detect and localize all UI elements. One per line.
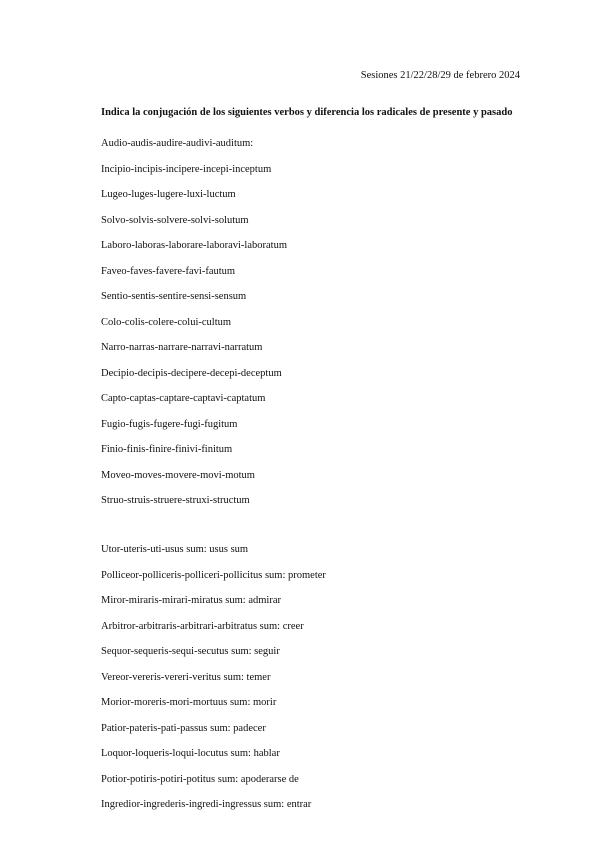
deponent-verb-list [101,544,326,825]
verb-item: Fugio-fugis-fugere-fugi-fugitum [101,418,238,430]
deponent-verb-item: Patior-pateris-pati-passus sum: padecer [101,722,266,734]
deponent-verb-item: Morior-moreris-mori-mortuus sum: morir [101,697,277,708]
verb-item: Narro-narras-narrare-narravi-narratum [101,342,263,353]
verb-item: Struo-struis-struere-struxi-structum [101,495,250,506]
deponent-verb-item: Utor-uteris-uti-usus sum: usus sum [101,544,249,555]
verb-list [101,138,287,521]
session-date: Sesiones 21/22/28/29 de febrero 2024 [360,70,520,81]
verb-item: Lugeo-luges-lugere-luxi-luctum [101,189,236,200]
deponent-verb-item: Loquor-loqueris-loqui-locutus sum: hablar [101,748,280,759]
verb-item: Audio-audis-audire-audivi-auditum: [101,138,254,149]
verb-item: Finio-finis-finire-finivi-finitum [101,444,233,455]
deponent-verb-item: Arbitror-arbitraris-arbitrari-arbitratus sum: creer [101,620,304,632]
verb-item: Solvo-solvis-solvere-solvi-solutum [101,214,249,226]
deponent-verb-item: Sequor-sequeris-sequi-secutus sum: seguir [101,646,280,657]
deponent-verb-item: Miror-miraris-mirari-miratus sum: admirar [101,595,281,606]
verb-item: Capto-captas-captare-captavi-captatum [101,393,266,404]
deponent-verb-item: Polliceor-polliceris-polliceri-pollicitus sum: prometer [101,569,326,581]
verb-item: Sentio-sentis-sentire-sensi-sensum [101,291,247,302]
exercise-heading: Indica la conjugación de los siguientes verbos y diferencia los radicales de presente y pasado [101,107,513,118]
verb-item: Decipio-decipis-decipere-decepi-deceptum [101,367,282,379]
deponent-verb-item: Ingredior-ingrederis-ingredi-ingressus sum: entrar [101,799,312,810]
verb-item: Colo-colis-colere-colui-cultum [101,316,232,328]
verb-item: Laboro-laboras-laborare-laboravi-laboratum [101,240,287,251]
verb-item: Moveo-moves-movere-movi-motum [101,469,255,481]
verb-item: Faveo-faves-favere-favi-fautum [101,265,236,277]
deponent-verb-item: Vereor-vereris-vereri-veritus sum: temer [101,671,271,683]
verb-item: Incipio-incipis-incipere-incepi-inceptum [101,163,272,175]
deponent-verb-item: Potior-potiris-potiri-potitus sum: apoderarse de [101,773,299,785]
